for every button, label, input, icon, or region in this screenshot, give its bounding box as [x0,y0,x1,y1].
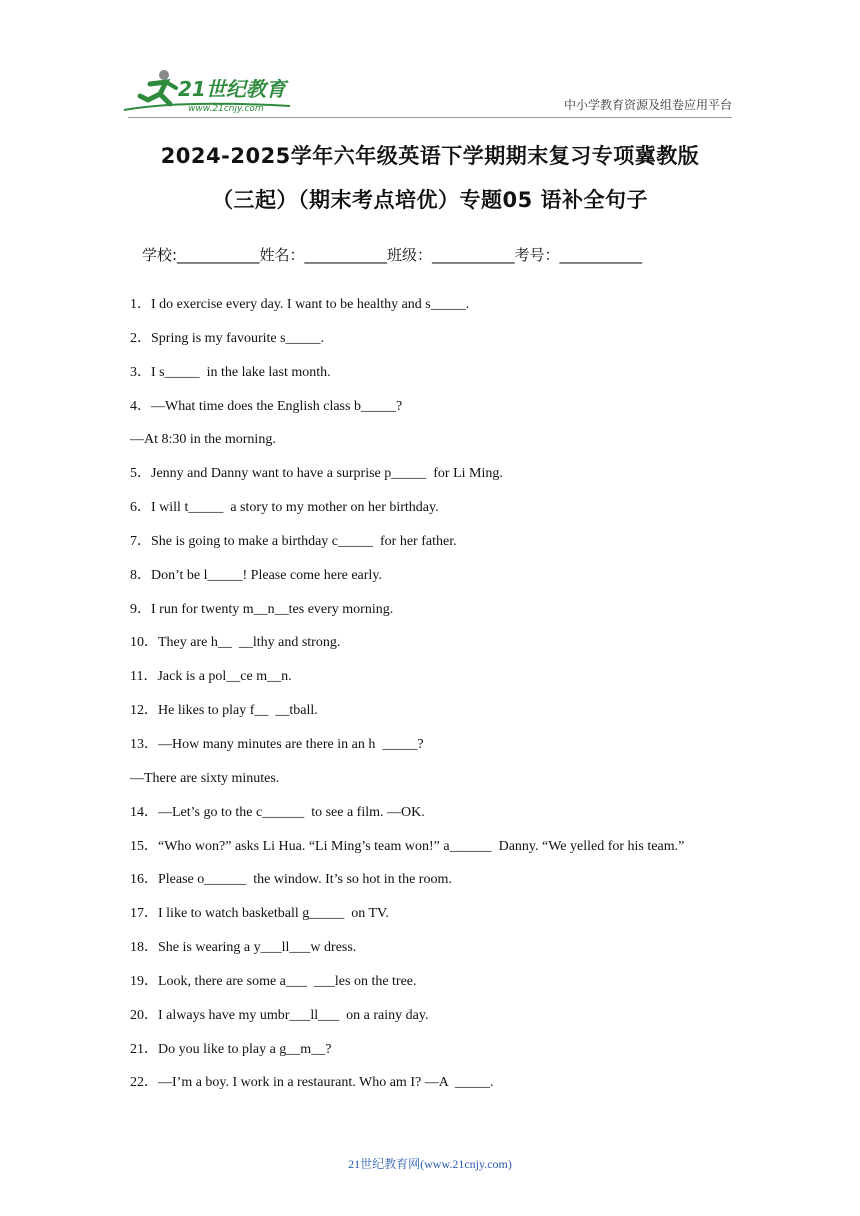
question-item: 4．—What time does the English class b_____? [130,398,403,414]
question-item: 16．Please o______ the window. It’s so hot in the room. [130,872,452,888]
question-item: 9．I run for twenty m__n__tes every morning. [130,601,394,617]
question-item: 13．—How many minutes are there in an h _____? [130,736,424,752]
question-item: 10．They are h__ __lthy and strong. [130,635,341,651]
runner-logo-icon [120,66,300,116]
question-item: 1．I do exercise every day. I want to be healthy and s_____. [130,297,470,312]
question-item: 7．She is going to make a birthday c_____ for her father. [130,533,457,549]
question-item: 12．He likes to play f__ __tball. [130,703,318,719]
page-header [0,0,860,120]
question-item: 11．Jack is a pol__ce m__n. [130,669,292,685]
platform-tagline: 中小学教育资源及组卷应用平台 [563,98,732,112]
question-item: 22．—I’m a boy. I work in a restaurant. Who am I? —A _____. [130,1075,494,1091]
question-item: 19．Look, there are some a___ ___les on the tree. [130,973,417,989]
page-title-line-1: 2024-2025学年六年级英语下学期期末复习专项冀教版 [160,144,700,168]
page-footer: 21世纪教育网(www.21cnjy.com) [348,1157,512,1171]
question-list [130,296,740,1108]
svg-text:www.21cnjy.com: www.21cnjy.com [188,104,264,114]
student-info-line: 学校:___________姓名：___________班级：___________考号：___________ [142,246,643,264]
svg-text:21世纪教育: 21世纪教育 [178,77,286,101]
question-item: 6．I will t_____ a story to my mother on her birthday. [130,500,439,516]
question-item: 20．I always have my umbr___ll___ on a rainy day. [130,1007,429,1023]
question-item: 5．Jenny and Danny want to have a surprise p_____ for Li Ming. [130,466,503,482]
question-answer-line: —At 8:30 in the morning. [130,432,276,448]
question-item: 18．She is wearing a y___ll___w dress. [130,940,357,956]
logo [120,66,300,116]
question-item: 3．I s_____ in the lake last month. [130,364,331,380]
question-answer-line: —There are sixty minutes. [130,770,280,786]
question-item: 15．“Who won?” asks Li Hua. “Li Ming’s team won!” a______ Danny. “We yelled for his team.” [130,838,685,854]
page-title-line-2: （三起）（期末考点培优）专题05 语补全句子 [211,188,649,212]
question-item: 14．—Let’s go to the c______ to see a film. —OK. [130,804,425,820]
question-item: 2．Spring is my favourite s_____. [130,330,325,346]
question-item: 8．Don’t be l_____! Please come here early. [130,567,382,583]
question-item: 21．Do you like to play a g__m__? [130,1041,332,1057]
question-item: 17．I like to watch basketball g_____ on TV. [130,906,389,922]
header-divider [128,117,732,118]
